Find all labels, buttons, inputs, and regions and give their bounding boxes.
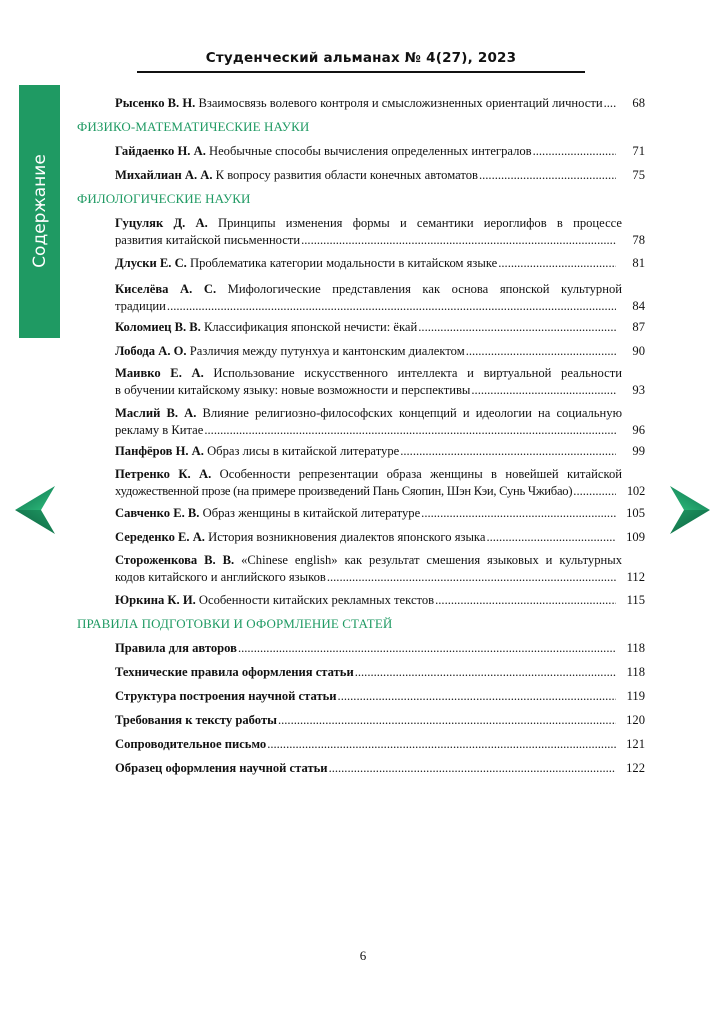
entry-title: Проблематика категории модальности в китайском языке: [186, 256, 498, 270]
entry-title-line2: в обучении китайскому языку: новые возможности и перспективы: [115, 383, 471, 397]
leader-dots: [338, 688, 616, 705]
entry-author: Гайдаенко Н. А.: [115, 144, 206, 158]
leader-dots: [301, 232, 616, 249]
entry-title-line1: Использование искусственного интеллекта и виртуальной реальности: [203, 366, 622, 380]
previous-page-icon[interactable]: [15, 484, 57, 536]
leader-dots: [418, 319, 616, 336]
toc-entry[interactable]: [115, 688, 645, 705]
entry-page: 90: [632, 344, 645, 358]
toc-entry[interactable]: [115, 552, 645, 586]
leader-dots: [355, 664, 616, 681]
leader-dots: [479, 167, 616, 184]
entry-title: Различия между путунхуа и кантонским диалектом: [186, 344, 465, 358]
entry-title: Сопроводительное письмо: [115, 737, 267, 751]
entry-title-line2: художественной прозе (на примере произведений Пань Сяопин, Шэн Кэи, Сунь Чжибао): [115, 484, 573, 498]
entry-title-line1: «Chinese english» как результат смешения языковых и культурных: [234, 553, 622, 567]
entry-page: 119: [626, 689, 645, 703]
leader-dots: [329, 760, 616, 777]
toc-entry[interactable]: [115, 281, 645, 315]
entry-title: Классификация японской нечисти: ёкай: [200, 320, 418, 334]
entry-author: Коломиец В. В.: [115, 320, 201, 334]
entry-author: Гуцуляк Д. А.: [115, 216, 208, 230]
entry-title: Образ лисы в китайской литературе: [203, 444, 400, 458]
toc-entry[interactable]: [115, 640, 645, 657]
entry-title: История возникновения диалектов японского языка: [204, 530, 486, 544]
section-heading: ПРАВИЛА ПОДГОТОВКИ И ОФОРМЛЕНИЕ СТАТЕЙ: [77, 616, 393, 631]
entry-title: Образ женщины в китайской литературе: [199, 506, 421, 520]
toc-entry[interactable]: [115, 443, 645, 460]
entry-page: 121: [626, 737, 645, 751]
entry-page: 96: [632, 423, 645, 437]
entry-author: Киселёва А. С.: [115, 282, 217, 296]
entry-author: Панфёров Н. А.: [115, 444, 204, 458]
toc-entry[interactable]: [115, 215, 645, 249]
entry-page: 93: [632, 383, 645, 397]
next-page-icon[interactable]: [668, 484, 710, 536]
entry-title: Необычные способы вычисления определенных интегралов: [205, 144, 532, 158]
section-heading: ФИЗИКО-МАТЕМАТИЧЕСКИЕ НАУКИ: [77, 119, 310, 134]
journal-header: Студенческий альманах № 4(27), 2023: [205, 50, 517, 66]
leader-dots: [466, 343, 616, 360]
leader-dots: [604, 95, 616, 112]
toc-entry[interactable]: [115, 365, 645, 399]
entry-title: Взаимосвязь волевого контроля и смысложизненных ориентаций личности: [195, 96, 603, 110]
entry-title-line1: Мифологические представления как основа японской культурной: [216, 282, 622, 296]
toc-entry[interactable]: [115, 319, 645, 336]
leader-dots: [533, 143, 616, 160]
entry-page: 120: [626, 713, 645, 727]
entry-author: Петренко К. А.: [115, 467, 212, 481]
leader-dots: [204, 422, 616, 439]
entry-author: Михайлиан А. А.: [115, 168, 213, 182]
entry-title-line2: рекламу в Китае: [115, 423, 204, 437]
entry-author: Длуски Е. С.: [115, 256, 187, 270]
entry-page: 105: [626, 506, 645, 520]
entry-author: Савченко Е. В.: [115, 506, 200, 520]
entry-title: Технические правила оформления статьи: [115, 665, 354, 679]
leader-dots: [278, 712, 616, 729]
toc-entry[interactable]: [115, 736, 645, 753]
entry-page: 81: [632, 256, 645, 270]
header-rule: [137, 71, 585, 73]
leader-dots: [167, 298, 616, 315]
toc-entry[interactable]: [115, 255, 645, 272]
entry-title-line2: традиции: [115, 299, 166, 313]
entry-author: Маивко Е. А.: [115, 366, 204, 380]
entry-title-line1: Влияние религиозно-философских концепций и идеологии на социальную: [196, 406, 622, 420]
entry-author: Стороженкова В. В.: [115, 553, 235, 567]
entry-title: К вопросу развития области конечных автоматов: [212, 168, 478, 182]
leader-dots: [471, 382, 616, 399]
entry-page: 118: [626, 641, 645, 655]
entry-title-line1: Особенности репрезентации образа женщины в новейшей китайской: [211, 467, 622, 481]
entry-title-line1: Принципы изменения формы и семантики иероглифов в процессе: [207, 216, 623, 230]
entry-page: 99: [632, 444, 645, 458]
entry-page: 71: [632, 144, 645, 158]
entry-page: 109: [626, 530, 645, 544]
toc-entry[interactable]: [115, 529, 645, 546]
entry-page: 118: [626, 665, 645, 679]
leader-dots: [400, 443, 616, 460]
entry-page: 87: [632, 320, 645, 334]
toc-entry[interactable]: [115, 760, 645, 777]
entry-title-line2: развития китайской письменности: [115, 233, 301, 247]
entry-author: Рысенко В. Н.: [115, 96, 196, 110]
entry-title: Образец оформления научной статьи: [115, 761, 328, 775]
entry-author: Юркина К. И.: [115, 593, 196, 607]
leader-dots: [573, 483, 616, 500]
entry-author: Лобода А. О.: [115, 344, 187, 358]
entry-title: Структура построения научной статьи: [115, 689, 337, 703]
entry-page: 75: [632, 168, 645, 182]
leader-dots: [327, 569, 616, 586]
toc-entry[interactable]: [115, 343, 645, 360]
entry-page: 84: [632, 299, 645, 313]
entry-page: 122: [626, 761, 645, 775]
entry-title: Правила для авторов: [115, 641, 237, 655]
toc-entry[interactable]: [115, 167, 645, 184]
leader-dots: [421, 505, 616, 522]
toc-entry[interactable]: [115, 95, 645, 112]
entry-title-line2: кодов китайского и английского языков: [115, 570, 326, 584]
entry-page: 68: [632, 96, 645, 110]
entry-page: 78: [632, 233, 645, 247]
toc-entry[interactable]: [115, 592, 645, 609]
contents-side-tab-label: Содержание: [30, 154, 50, 268]
entry-title: Требования к тексту работы: [115, 713, 277, 727]
entry-title: Особенности китайских рекламных текстов: [195, 593, 435, 607]
section-heading: ФИЛОЛОГИЧЕСКИЕ НАУКИ: [77, 191, 251, 206]
leader-dots: [238, 640, 616, 657]
leader-dots: [267, 736, 616, 753]
leader-dots: [486, 529, 616, 546]
entry-page: 112: [626, 570, 645, 584]
leader-dots: [498, 255, 616, 272]
entry-author: Середенко Е. А.: [115, 530, 205, 544]
leader-dots: [435, 592, 616, 609]
toc-entry[interactable]: [115, 143, 645, 160]
entry-author: Маслий В. А.: [115, 406, 197, 420]
toc-entry[interactable]: [115, 466, 645, 500]
entry-page: 102: [626, 484, 645, 498]
toc-entry[interactable]: [115, 505, 645, 522]
entry-page: 115: [626, 593, 645, 607]
toc-entry[interactable]: [115, 712, 645, 729]
toc-entry[interactable]: [115, 664, 645, 681]
toc-entry[interactable]: [115, 405, 645, 439]
page-number: 6: [359, 948, 367, 963]
